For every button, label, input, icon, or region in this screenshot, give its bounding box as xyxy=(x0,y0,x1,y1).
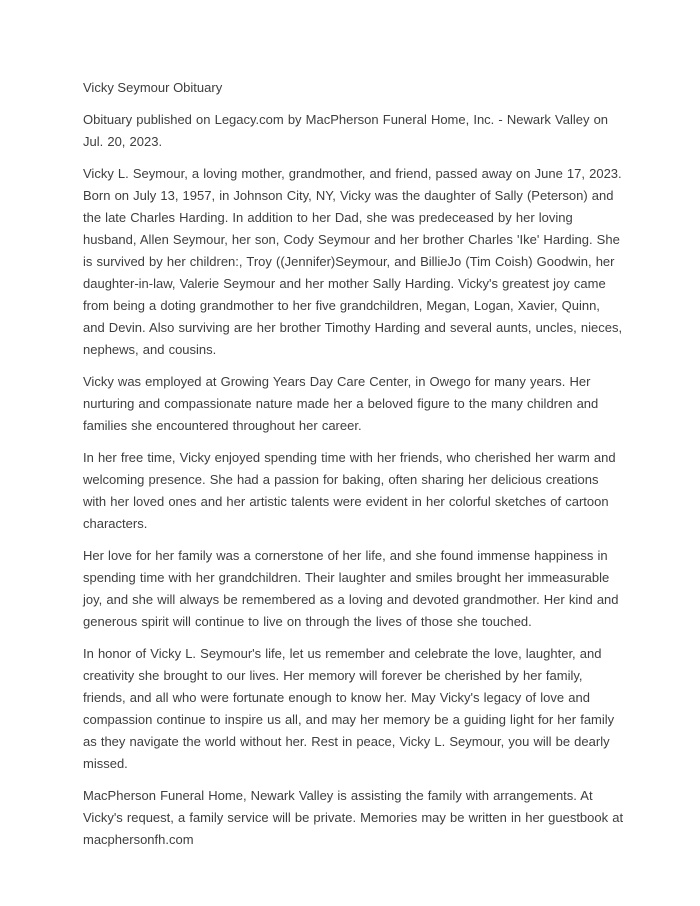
obituary-paragraph-biography: Vicky L. Seymour, a loving mother, grandmother, and friend, passed away on June 17, 2023. Born on July 13, 1957, in Johnson City, NY, Vicky was the daughter of Sally (Peterson) and the late Charles Harding. In addition to her Dad, she was predeceased by her loving husband, Allen Seymour, her son, Cody Seymour and her brother Charles 'Ike' Harding. She is survived by her children:, Troy ((Jennifer)Seymour, and BillieJo (Tim Coish) Goodwin, her daughter-in-law, Valerie Seymour and her mother Sally Harding. Vicky's greatest joy came from being a doting grandmother to her five grandchildren, Megan, Logan, Xavier, Quinn, and Devin. Also surviving are her brother Timothy Harding and several aunts, uncles, nieces, nephews, and cousins. xyxy=(83,166,623,357)
obituary-paragraph-arrangements: MacPherson Funeral Home, Newark Valley is assisting the family with arrangements. At Vicky's request, a family service will be private. Memories may be written in her guestbook at macphersonfh.com xyxy=(83,788,624,847)
obituary-paragraph-hobbies: In her free time, Vicky enjoyed spending time with her friends, who cherished her warm and welcoming presence. She had a passion for baking, often sharing her delicious creations with her loved ones and her artistic talents were evident in her colorful sketches of cartoon characters. xyxy=(83,450,616,531)
obituary-paragraph-tribute: In honor of Vicky L. Seymour's life, let us remember and celebrate the love, laughter, and creativity she brought to our lives. Her memory will forever be cherished by her family, friends, and all who were fortunate enough to know her. May Vicky's legacy of love and compassion continue to inspire us all, and may her memory be a guiding light for her family as they navigate the world without her. Rest in peace, Vicky L. Seymour, you will be dearly missed. xyxy=(83,646,615,771)
obituary-paragraph-family: Her love for her family was a cornerstone of her life, and she found immense happiness in spending time with her grandchildren. Their laughter and smiles brought her immeasurable joy, and she will always be remembered as a loving and devoted grandmother. Her kind and generous spirit will continue to live on through the lives of those she touched. xyxy=(83,548,619,629)
obituary-title: Vicky Seymour Obituary xyxy=(83,80,223,95)
obituary-paragraph-career: Vicky was employed at Growing Years Day Care Center, in Owego for many years. Her nurturing and compassionate nature made her a beloved figure to the many children and families she encountered throughout her career. xyxy=(83,374,599,433)
publication-line: Obituary published on Legacy.com by MacPherson Funeral Home, Inc. - Newark Valley on Jul. 20, 2023. xyxy=(83,112,609,149)
